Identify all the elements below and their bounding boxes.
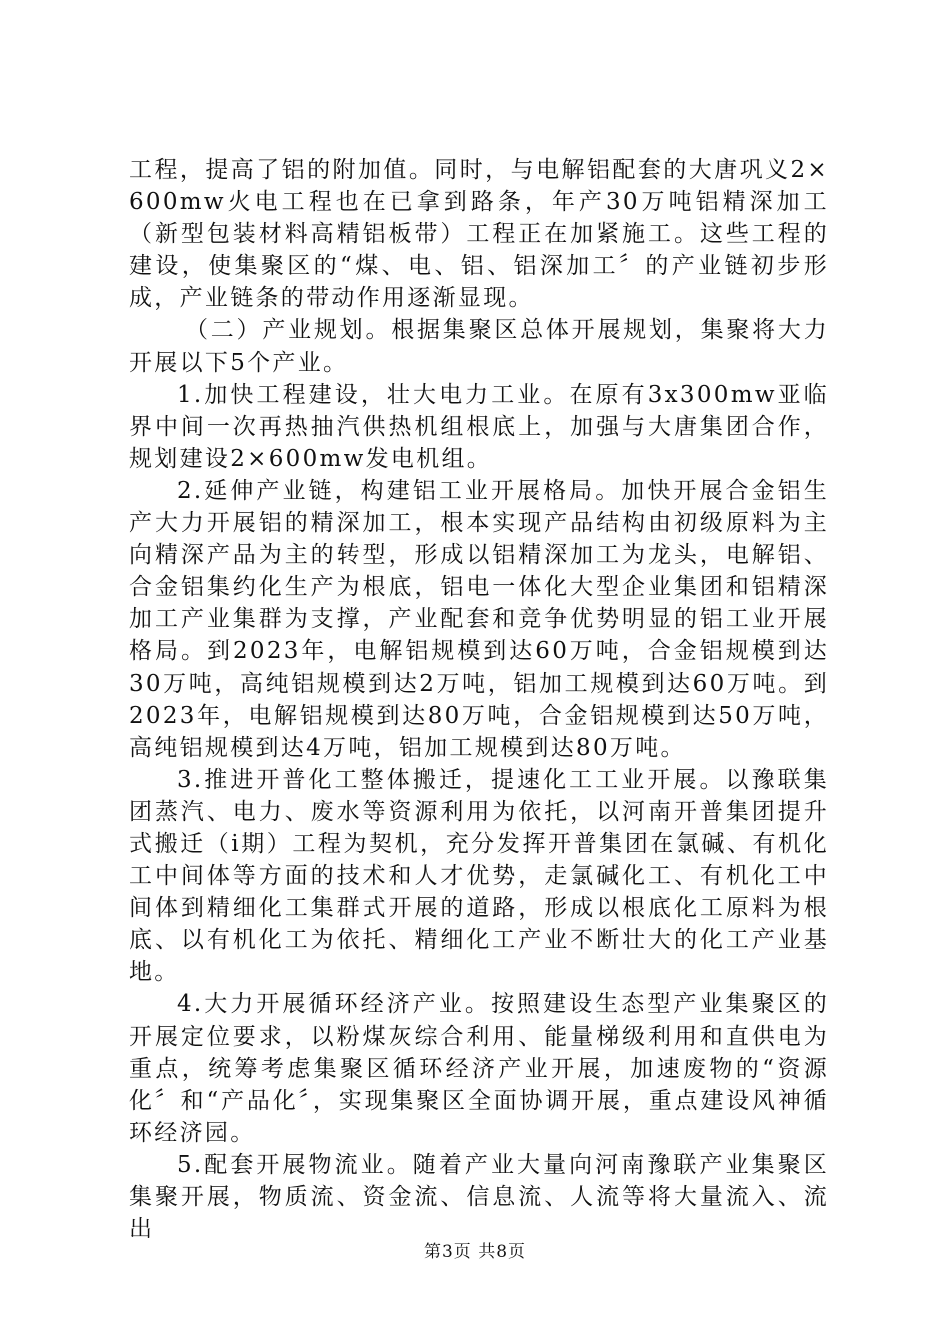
paragraph-item-1: 1.加快工程建设，壮大电力工业。在原有3x300mw亚临界中间一次再热抽汽供热机组根底上，加强与大唐集团合作，规划建设2×600mw发电机组。 xyxy=(129,381,829,472)
paragraph-item-5: 5.配套开展物流业。随着产业大量向河南豫联产业集聚区集聚开展，物质流、资金流、信息流、人流等将大量流入、流出 xyxy=(129,1151,829,1243)
paragraph-industry-planning: （二）产业规划。根据集聚区总体开展规划，集聚将大力开展以下5个产业。 xyxy=(129,317,829,376)
page-footer: 第3页 共8页 xyxy=(423,1242,527,1262)
paragraph-item-3: 3.推进开普化工整体搬迁，提速化工工业开展。以豫联集团蒸汽、电力、废水等资源利用为依托，以河南开普集团提升式搬迁（ⅰ期）工程为契机，充分发挥开普集团在氯碱、有机化工中间体等方面的技术和人才优势，走氯碱化工、有机化工中间体到精细化工集群式开展的道路，形成以根底化工原料为根底、以有机化工为依托、精细化工产业不断壮大的化工产业基地。 xyxy=(129,766,829,986)
paragraph-item-4: 4.大力开展循环经济产业。按照建设生态型产业集聚区的开展定位要求，以粉煤灰综合利用、能量梯级利用和直供电为重点，统筹考虑集聚区循环经济产业开展，加速废物的“资源化〞和“产品化〞，实现集聚区全面协调开展，重点建设风神循环经济园。 xyxy=(129,991,829,1146)
paragraph-continuation: 工程，提高了铝的附加值。同时，与电解铝配套的大唐巩义2×600mw火电工程也在已拿到路条，年产30万吨铝精深加工（新型包装材料高精铝板带）工程正在加紧施工。这些工程的建设，使集聚区的“煤、电、铝、铝深加工〞的产业链初步形成，产业链条的带动作用逐渐显现。 xyxy=(129,157,829,312)
document-body xyxy=(129,154,829,1245)
paragraph-item-2: 2.延伸产业链，构建铝工业开展格局。加快开展合金铝生产大力开展铝的精深加工，根本实现产品结构由初级原料为主向精深产品为主的转型，形成以铝精深加工为龙头，电解铝、合金铝集约化生产为根底，铝电一体化大型企业集团和铝精深加工产业集群为支撑，产业配套和竞争优势明显的铝工业开展格局。到2023年，电解铝规模到达60万吨，合金铝规模到达30万吨，高纯铝规模到达2万吨，铝加工规模到达60万吨。到2023年，电解铝规模到达80万吨，合金铝规模到达50万吨，高纯铝规模到达4万吨，铝加工规模到达80万吨。 xyxy=(129,477,829,761)
